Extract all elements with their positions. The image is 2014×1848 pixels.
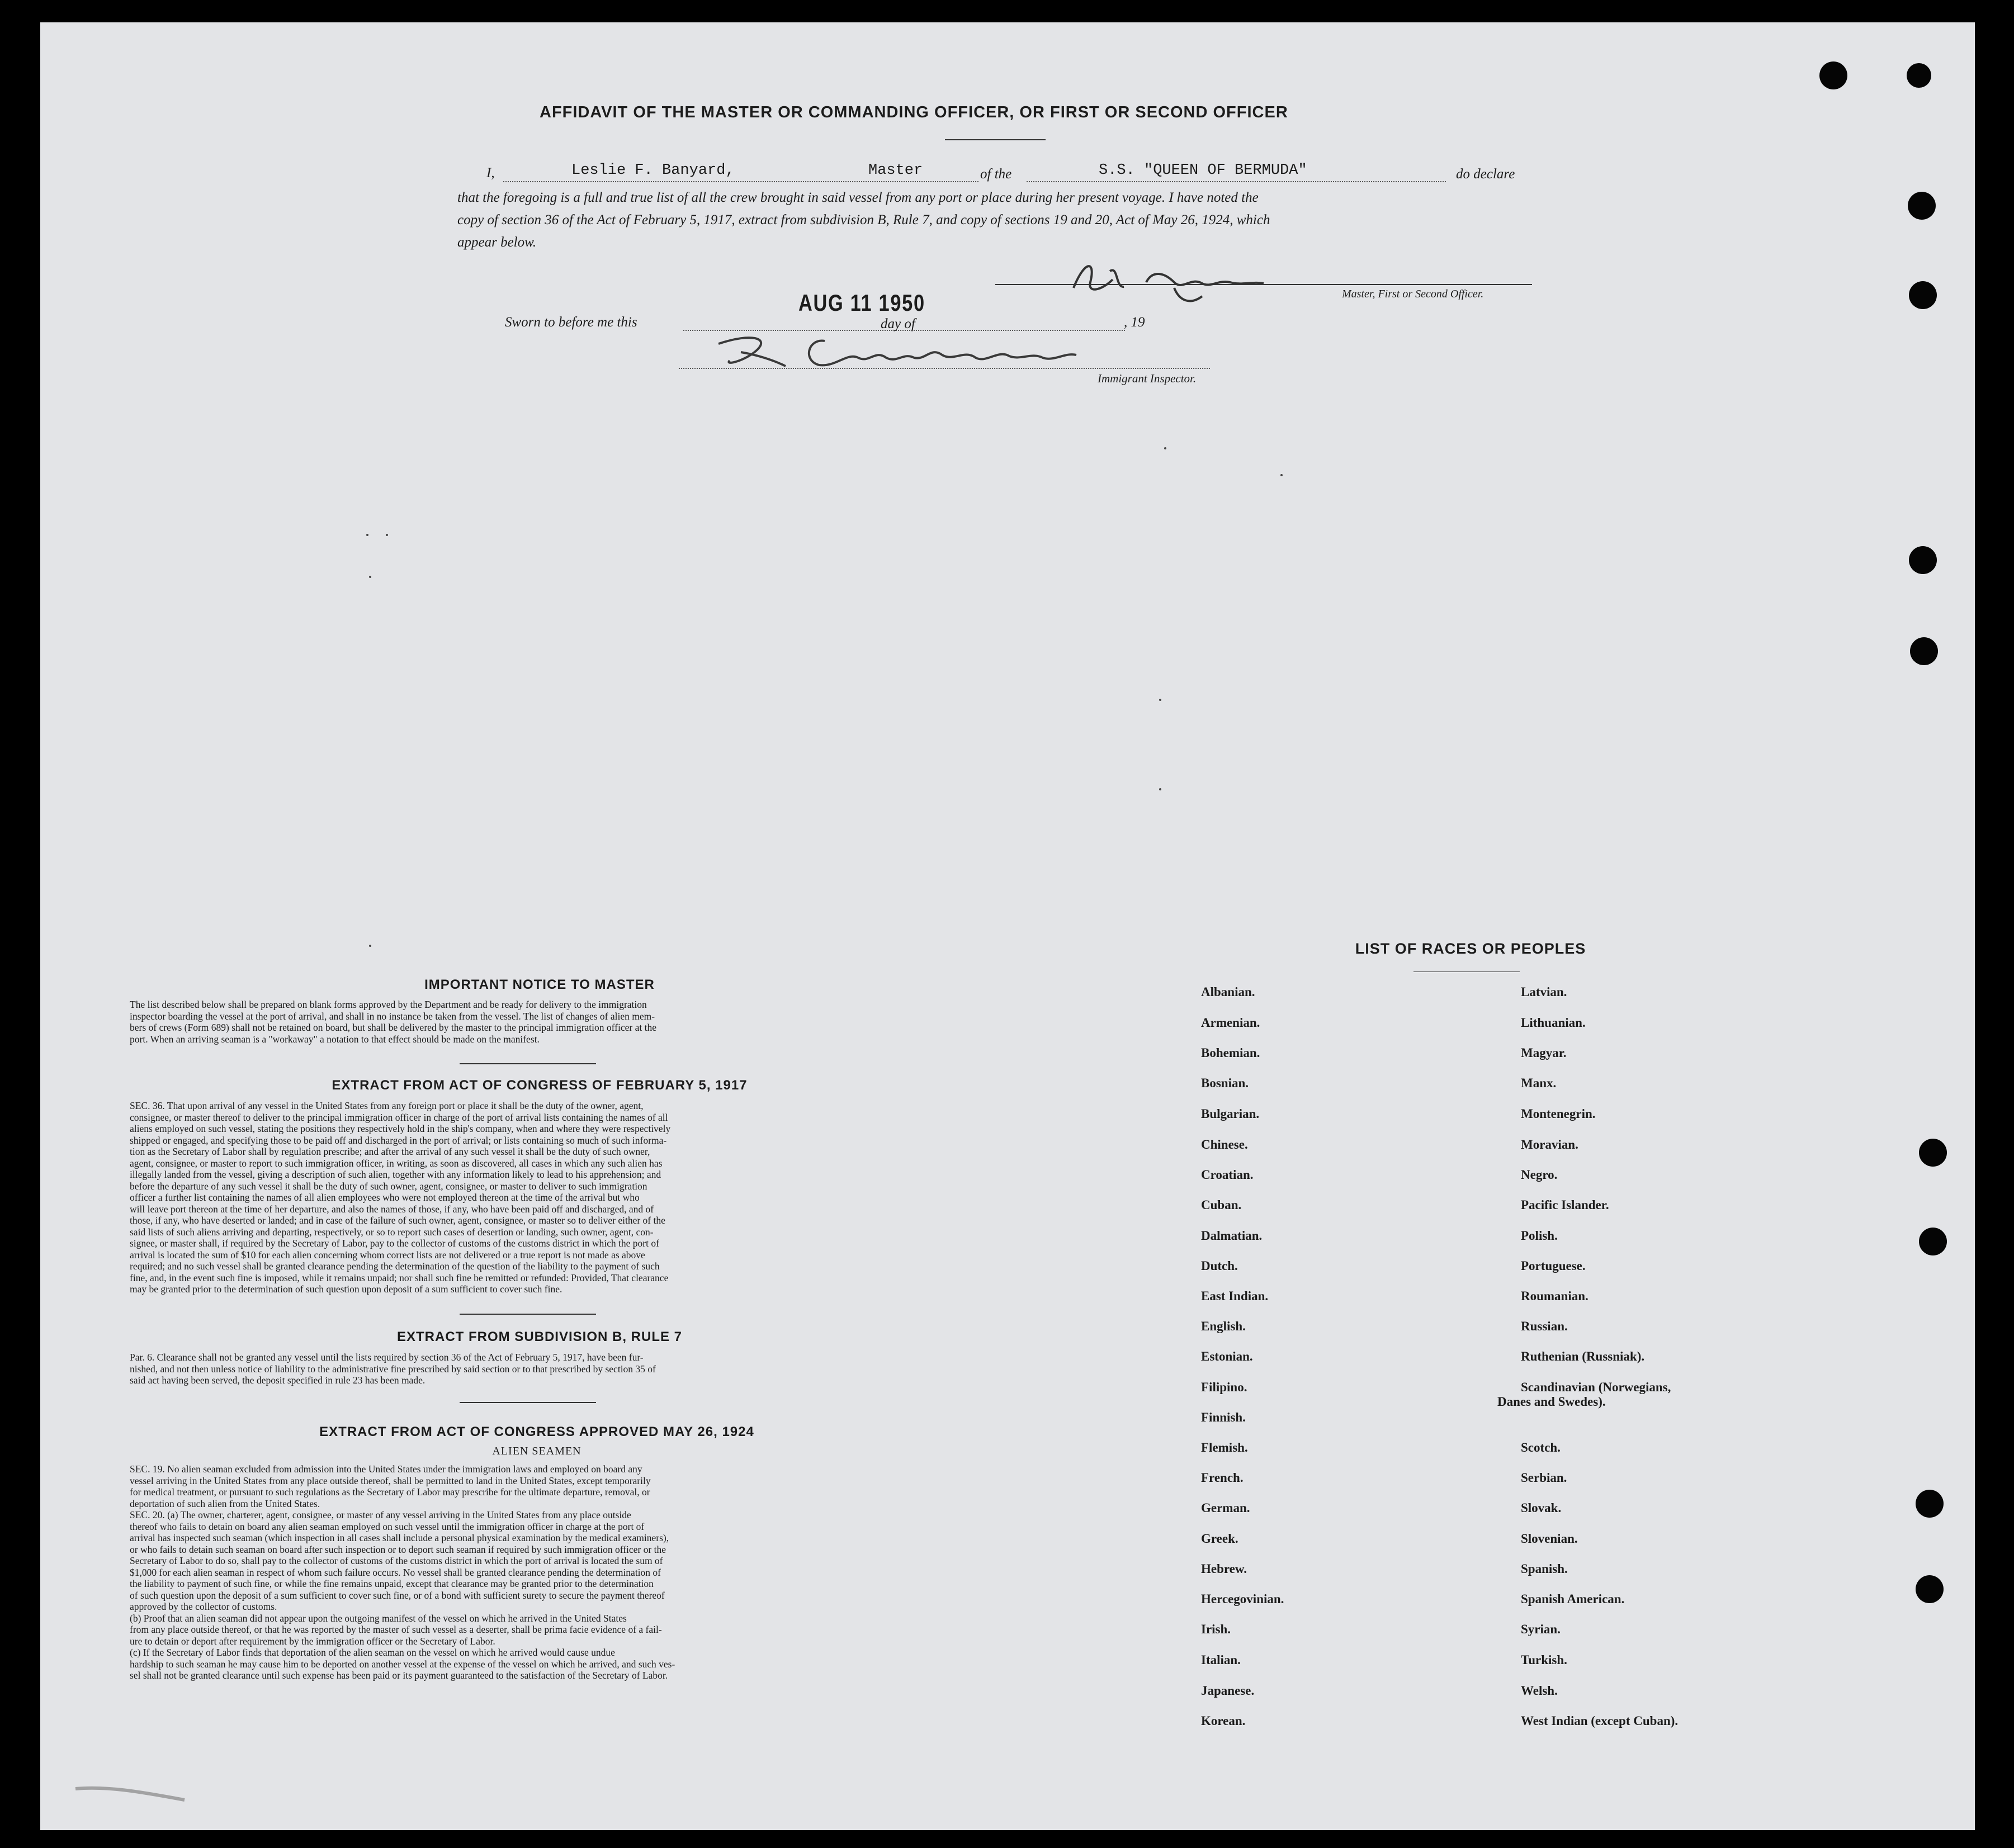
race-item: Estonian. — [1201, 1349, 1253, 1363]
extract-1924-title: EXTRACT FROM ACT OF CONGRESS APPROVED MAY 26, 1924 — [319, 1424, 754, 1439]
punch-hole — [1907, 63, 1931, 88]
race-item: Filipino. — [1201, 1380, 1247, 1394]
extract-line: said lists of such aliens arriving and departing, respectively, or so to report such cases of desertion or landing, such owner, agent, con- — [130, 1226, 654, 1238]
race-item: Roumanian. — [1521, 1289, 1588, 1303]
extract-line: fine, and, in the event such fine is imposed, while it remains unpaid; nor shall such fine be remitted or refunded: Provided, That clearance — [130, 1272, 669, 1283]
extract-1917-body — [130, 1100, 670, 1295]
race-item: Danes and Swedes). — [1497, 1395, 1606, 1409]
race-item: Manx. — [1521, 1076, 1557, 1090]
extract-1924-body — [130, 1463, 675, 1681]
race-item: Hebrew. — [1201, 1562, 1247, 1576]
extract-line: will leave port thereon at the time of her departure, and also the names of those, if any, who have been paid off and discharged, and of — [130, 1203, 654, 1215]
section-divider — [460, 1402, 596, 1403]
punch-hole — [1909, 546, 1937, 574]
race-item: Russian. — [1521, 1319, 1568, 1333]
speck — [1280, 474, 1283, 476]
race-item: Chinese. — [1201, 1138, 1248, 1152]
race-item: Finnish. — [1201, 1410, 1246, 1424]
page-smudge — [73, 1778, 196, 1806]
race-item: Pacific Islander. — [1521, 1198, 1609, 1212]
race-item: English. — [1201, 1319, 1246, 1333]
rule-line: said act having been served, the deposit specified in rule 23 has been made. — [130, 1375, 426, 1386]
race-item: West Indian (except Cuban). — [1521, 1714, 1679, 1728]
race-item: German. — [1201, 1501, 1250, 1515]
speck — [366, 534, 368, 536]
extract-line: tion as the Secretary of Labor shall by regulation prescribe; and after the arrival of any such vessel it shall be the duty of such owner, — [130, 1146, 650, 1157]
races-title: LIST OF RACES OR PEOPLES — [1355, 940, 1586, 957]
race-item: Slovenian. — [1521, 1532, 1578, 1546]
master-signature — [1062, 249, 1297, 310]
extract-line: $1,000 for each alien seaman in respect of whom such failure occurs. No vessel shall be granted clearance pending the determination of — [130, 1566, 661, 1578]
date-stamp: AUG 11 1950 — [798, 290, 925, 316]
year-label: , 19 — [1124, 315, 1145, 330]
master-name: Leslie F. Banyard, — [571, 162, 735, 179]
race-item: Spanish. — [1521, 1562, 1568, 1576]
extract-line: SEC. 36. That upon arrival of any vessel in the United States from any foreign port or place it shall be the duty of the owner, agent, — [130, 1100, 644, 1111]
speck — [369, 576, 371, 578]
extract-line: for medical treatment, or pursuant to such regulations as the Secretary of Labor may prescribe for the ultimate departure, removal, or — [130, 1486, 650, 1498]
punch-hole — [1916, 1575, 1944, 1603]
inspector-caption: Immigrant Inspector. — [1098, 372, 1197, 385]
extract-line: required; and no such vessel shall be granted clearance pending the determination of the question of the liability to the payment of such — [130, 1261, 660, 1272]
race-item: Korean. — [1201, 1714, 1246, 1728]
extract-line: sel shall not be granted clearance until such expense has been paid or its payment guaranteed to the satisfaction of the Secretary of Labor. — [130, 1670, 668, 1681]
race-item: Italian. — [1201, 1653, 1241, 1667]
vessel-name: S.S. "QUEEN OF BERMUDA" — [1099, 162, 1307, 179]
affidavit-line-2: that the foregoing is a full and true list of all the crew brought in said vessel from any port or place during her present voyage. I have noted the — [457, 190, 1259, 205]
extract-line: (c) If the Secretary of Labor finds that deportation of the alien seaman on the vessel on which he arrived would cause undue — [130, 1647, 615, 1658]
rule-line: nished, and not then unless notice of liability to the administrative fine prescribed by said section or to that prescribed by section 35 of — [130, 1363, 656, 1375]
master-caption: Master, First or Second Officer. — [1342, 288, 1484, 300]
punch-hole — [1909, 281, 1937, 309]
race-item: Bosnian. — [1201, 1076, 1249, 1090]
extract-line: may be granted prior to the determination of such question upon deposit of a sum sufficient to cover such fine. — [130, 1283, 562, 1295]
affidavit-line-3: copy of section 36 of the Act of February 5, 1917, extract from subdivision B, Rule 7, and copy of sections 19 and 20, Act of May 26, 1924, which — [457, 212, 1270, 228]
extract-line: shipped or engaged, and specifying those to be paid off and discharged in the port of arrival; or lists containing so much of such informa- — [130, 1134, 667, 1146]
section-divider — [460, 1063, 596, 1064]
race-item: Welsh. — [1521, 1684, 1558, 1698]
race-item: Japanese. — [1201, 1684, 1255, 1698]
punch-hole — [1819, 61, 1847, 89]
master-signature-line — [995, 284, 1532, 285]
extract-line: the liability to payment of such fine, or while the fine remains unpaid, except that clearance may be granted prior to the determination — [130, 1578, 654, 1589]
extract-line: or who fails to detain such seaman on board after such inspection or to deport such seaman if required by such immigration officer or the — [130, 1543, 666, 1555]
race-item: Montenegrin. — [1521, 1107, 1596, 1121]
inspector-line — [679, 368, 1210, 369]
extract-line: thereof who fails to detain on board any alien seaman employed on such vessel until the immigration officer in charge at the port of — [130, 1520, 645, 1532]
race-item: Syrian. — [1521, 1622, 1561, 1636]
notice-title: IMPORTANT NOTICE TO MASTER — [424, 977, 655, 992]
race-item: Hercegovinian. — [1201, 1592, 1284, 1606]
extract-line: signee, or master shall, if required by the Secretary of Labor, pay to the collector of customs of the customs district in which the port of — [130, 1238, 659, 1249]
race-item: Magyar. — [1521, 1046, 1567, 1060]
extract-line: approved by the collector of customs. — [130, 1601, 277, 1612]
notice-body — [130, 999, 656, 1045]
sworn-label: Sworn to before me this — [505, 315, 637, 330]
punch-hole — [1908, 192, 1936, 220]
race-item: Bohemian. — [1201, 1046, 1260, 1060]
race-item: Scandinavian (Norwegians, — [1521, 1380, 1671, 1394]
race-item: Armenian. — [1201, 1016, 1260, 1030]
extract-line: (b) Proof that an alien seaman did not appear upon the outgoing manifest of the vessel on which he arrived in the United States — [130, 1612, 627, 1624]
race-item: Polish. — [1521, 1229, 1558, 1243]
race-item: Spanish American. — [1521, 1592, 1625, 1606]
extract-line: Secretary of Labor to do so, shall pay to the collector of customs of the customs district in which the port of arrival is located the sum of — [130, 1555, 663, 1566]
race-item: Dalmatian. — [1201, 1229, 1263, 1243]
race-item: Portuguese. — [1521, 1259, 1586, 1273]
extract-line: of such question upon the deposit of a sum sufficient to cover such fine, or of a bond with sufficient surety to secure the payment thereof — [130, 1589, 665, 1601]
rule-7-body — [130, 1352, 656, 1386]
extract-1917-title: EXTRACT FROM ACT OF CONGRESS OF FEBRUARY 5, 1917 — [332, 1078, 748, 1093]
extract-line: consignee, or master thereof to deliver to the principal immigration officer in charge of the port of arrival lists containing the names of all — [130, 1111, 668, 1123]
speck — [1164, 447, 1166, 449]
race-item: Scotch. — [1521, 1441, 1561, 1454]
do-declare-label: do declare — [1456, 167, 1515, 182]
vessel-line — [1027, 181, 1446, 182]
punch-hole — [1916, 1490, 1944, 1518]
extract-line: from any place outside thereof, or that he was reported by the master of such vessel as a deserter, shall be prima facie evidence of a fail- — [130, 1624, 662, 1635]
name-line — [503, 181, 978, 182]
extract-line: agent, consignee, or master to report to such immigration officer, in writing, as soon as discovered, all cases in which any such alien has — [130, 1157, 663, 1169]
race-item: Bulgarian. — [1201, 1107, 1260, 1121]
notice-line: bers of crews (Form 689) shall not be retained on board, but shall be delivered by the master to the principal immigration officer at the — [130, 1022, 656, 1033]
rule-7-title: EXTRACT FROM SUBDIVISION B, RULE 7 — [396, 1329, 683, 1344]
race-item: Serbian. — [1521, 1471, 1567, 1485]
affidavit-line-4: appear below. — [457, 235, 537, 250]
extract-line: illegally landed from the vessel, giving a description of such alien, together with any information likely to lead to his apprehension; and — [130, 1169, 661, 1180]
rule-line: Par. 6. Clearance shall not be granted any vessel until the lists required by section 36 of the Act of February 5, 1917, have been fur- — [130, 1352, 644, 1363]
extract-line: hardship to such seaman he may cause him to be deported on another vessel at the expense of the vessel on which he arrived, and such ves- — [130, 1658, 675, 1670]
extract-line: SEC. 19. No alien seaman excluded from admission into the United States under the immigration laws and employed on board any — [130, 1463, 642, 1475]
extract-1924-subtitle: ALIEN SEAMEN — [492, 1445, 581, 1457]
punch-hole — [1919, 1228, 1947, 1255]
race-item: Slovak. — [1521, 1501, 1562, 1515]
notice-line: port. When an arriving seaman is a "workaway" a notation to that effect should be made on the manifest. — [130, 1033, 540, 1045]
section-divider — [460, 1314, 596, 1315]
punch-hole — [1919, 1139, 1947, 1167]
master-rank: Master — [868, 162, 923, 179]
punch-hole — [1910, 637, 1938, 665]
race-item: East Indian. — [1201, 1289, 1269, 1303]
race-item: French. — [1201, 1471, 1244, 1485]
race-item: Ruthenian (Russniak). — [1521, 1349, 1645, 1363]
race-item: Turkish. — [1521, 1653, 1567, 1667]
of-the-label: of the — [980, 167, 1012, 182]
race-item: Flemish. — [1201, 1441, 1248, 1454]
speck — [386, 534, 388, 536]
extract-line: those, if any, who have deserted or landed; and in case of the failure of such owner, agent, consignee, or master so to deliver either of the — [130, 1215, 665, 1226]
inspector-signature — [707, 327, 1110, 377]
race-item: Negro. — [1521, 1168, 1558, 1182]
extract-line: before the departure of any such vessel it shall be the duty of such owner, agent, consignee, or master to deliver to such immigration — [130, 1180, 647, 1192]
extract-line: ure to detain or deport after requirement by the immigration officer or the Secretary of Labor. — [130, 1635, 495, 1647]
extract-line: arrival is located the sum of $10 for each alien concerning whom correct lists are not delivered or a true report is not made as above — [130, 1249, 645, 1261]
speck — [369, 945, 371, 947]
race-item: Irish. — [1201, 1622, 1231, 1636]
extract-line: officer a further list containing the names of all alien employees who were not employed thereon at the time of the arrival but who — [130, 1192, 640, 1203]
race-item: Greek. — [1201, 1532, 1238, 1546]
speck — [1159, 788, 1161, 790]
race-item: Lithuanian. — [1521, 1016, 1586, 1030]
extract-line: aliens employed on such vessel, stating the positions they respectively hold in the ship's company, when and where they were respectively — [130, 1123, 671, 1134]
race-item: Croatian. — [1201, 1168, 1254, 1182]
extract-line: deportation of such alien from the United States. — [130, 1498, 320, 1509]
race-item: Albanian. — [1201, 985, 1255, 999]
notice-line: inspector boarding the vessel at the port of arrival, and shall in no instance be taken from the vessel. The list of changes of alien mem- — [130, 1010, 655, 1022]
race-item: Latvian. — [1521, 985, 1567, 999]
i-label: I, — [486, 165, 495, 181]
race-item: Moravian. — [1521, 1138, 1578, 1152]
affidavit-title: AFFIDAVIT OF THE MASTER OR COMMANDING OFFICER, OR FIRST OR SECOND OFFICER — [540, 103, 1288, 121]
speck — [1159, 699, 1161, 701]
race-item: Dutch. — [1201, 1259, 1238, 1273]
day-of-label: day of — [881, 316, 915, 331]
notice-line: The list described below shall be prepared on blank forms approved by the Department and be ready for delivery to the immigration — [130, 999, 647, 1010]
extract-line: SEC. 20. (a) The owner, charterer, agent, consignee, or master of any vessel arriving in the United States from any place outside — [130, 1509, 631, 1520]
extract-line: arrival has inspected such seaman (which inspection in all cases shall include a personal physical examination by the medical examiners), — [130, 1532, 669, 1543]
title-underline — [945, 139, 1046, 140]
extract-line: vessel arriving in the United States from any place outside thereof, shall be permitted to land in the United States, except temporarily — [130, 1475, 651, 1486]
race-item: Cuban. — [1201, 1198, 1242, 1212]
